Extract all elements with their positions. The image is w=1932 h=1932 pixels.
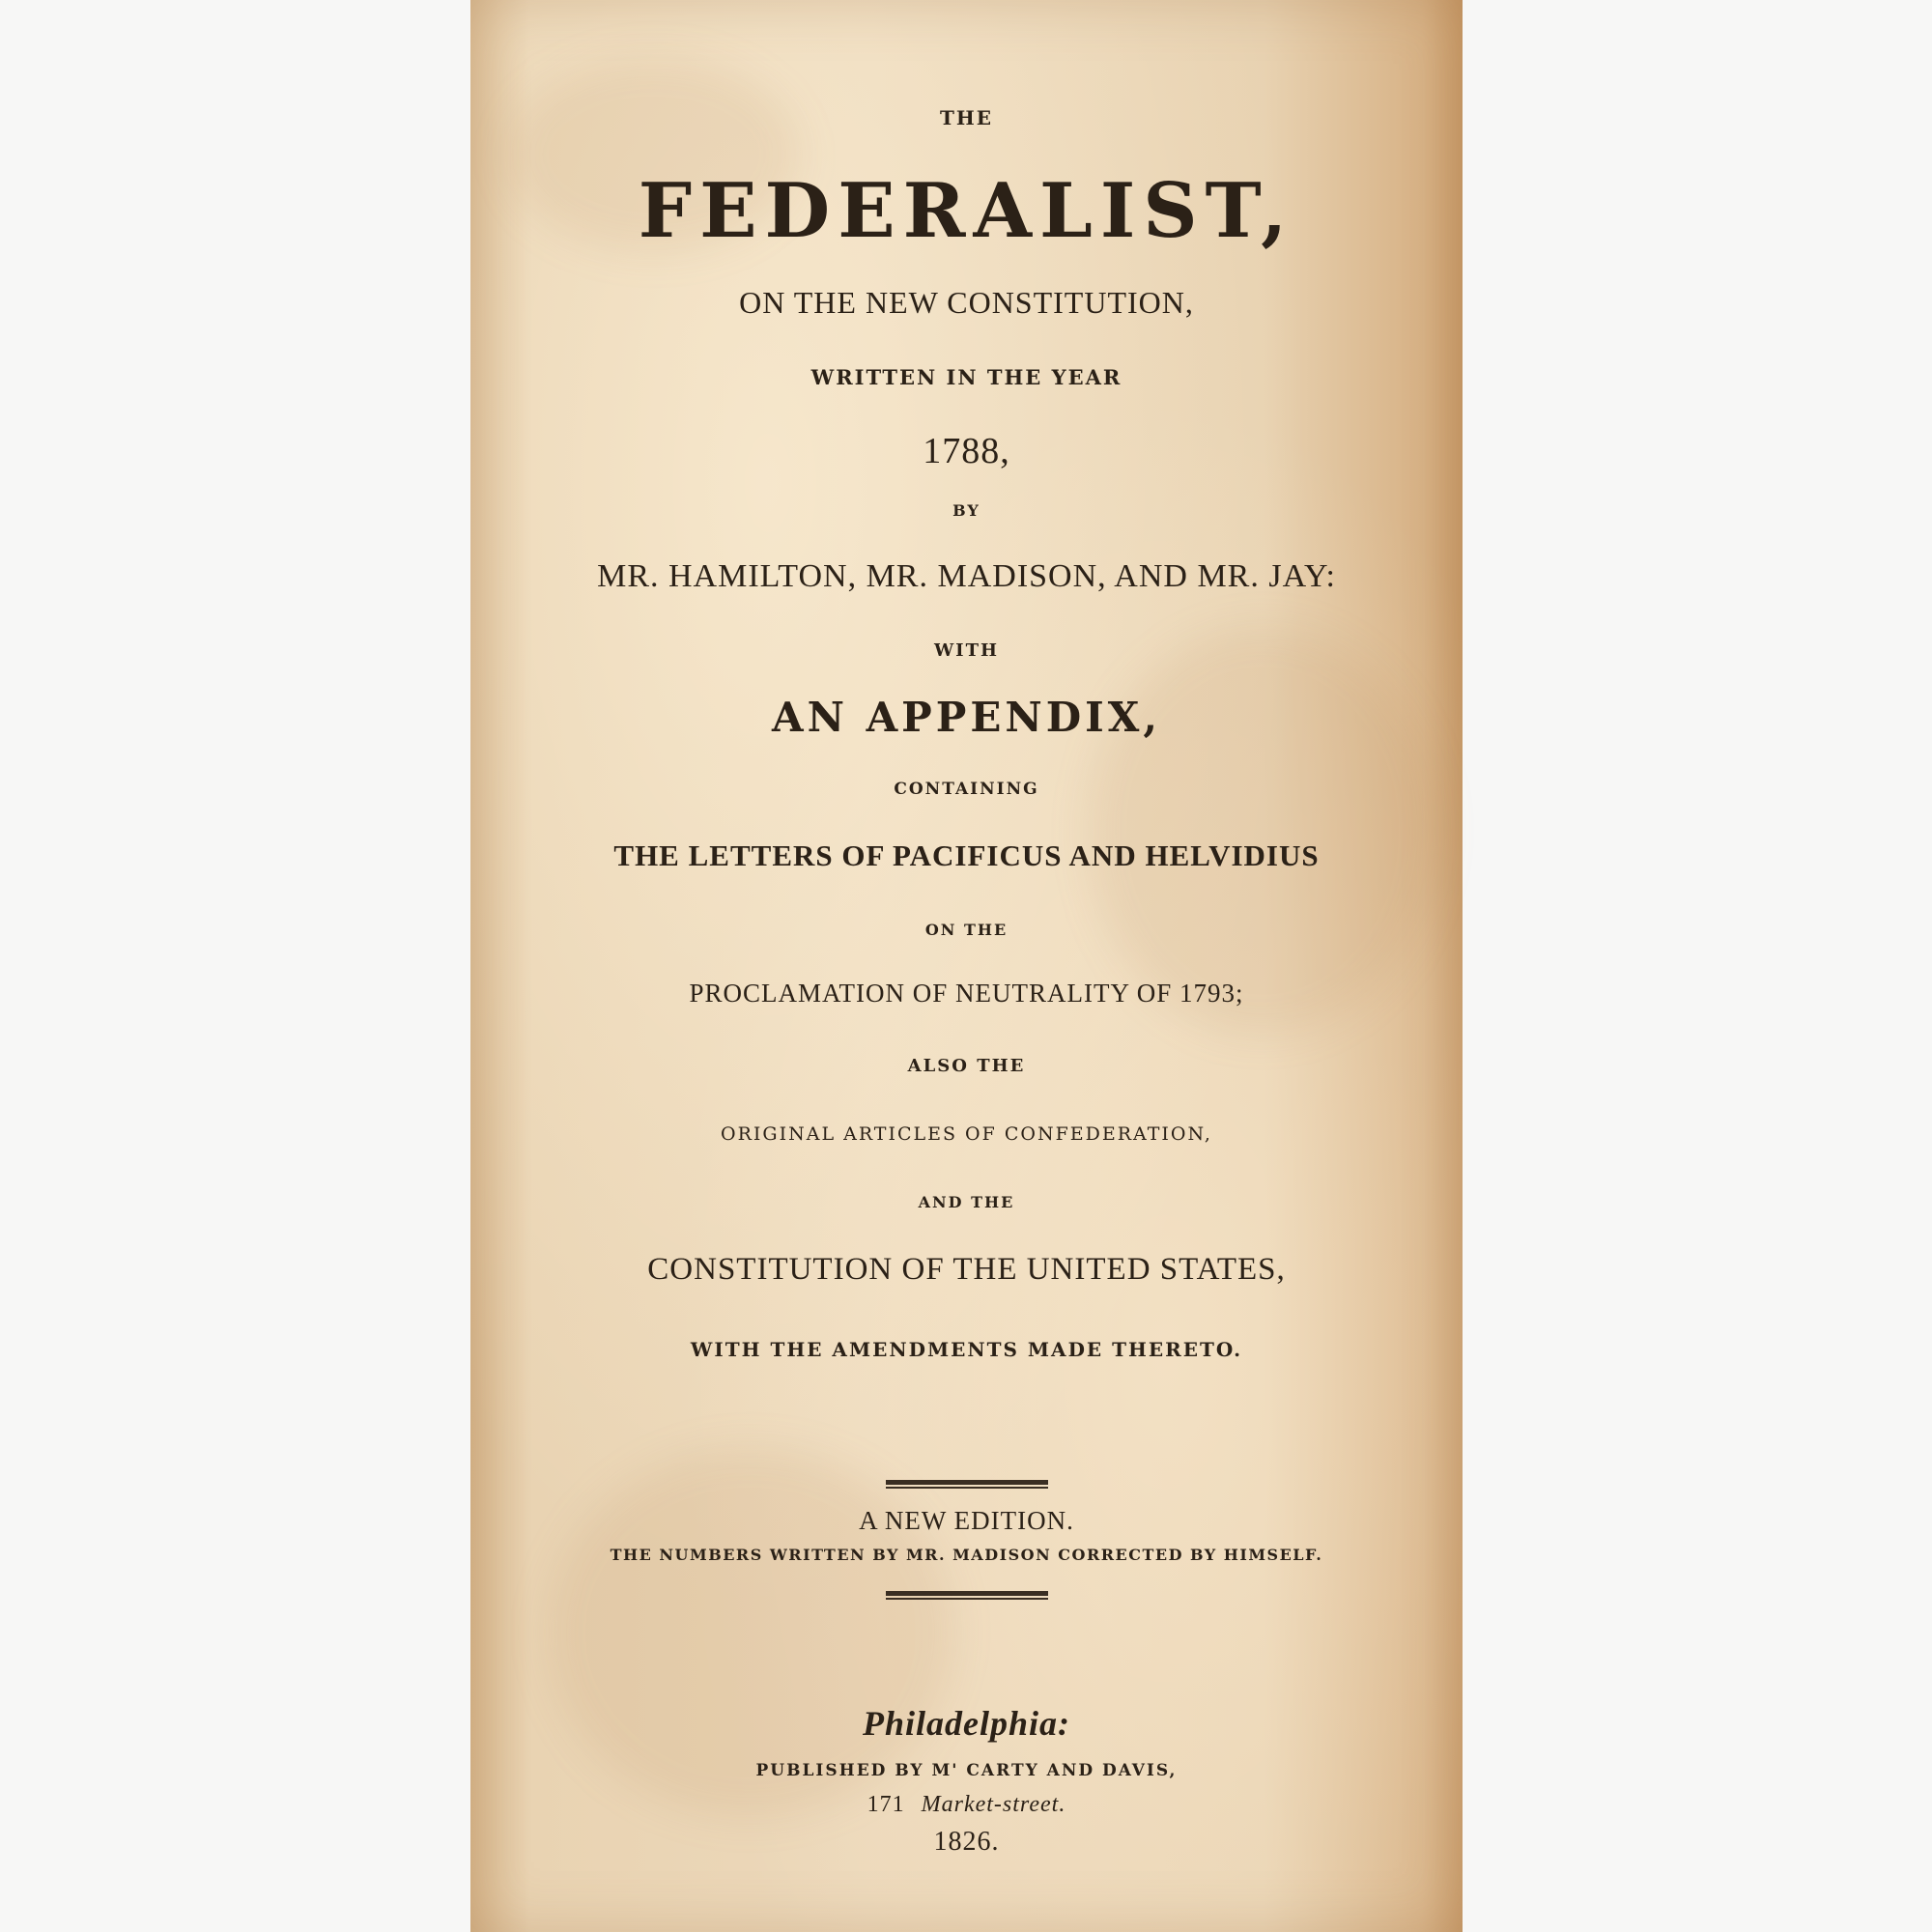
title-page	[470, 0, 1463, 1932]
containing-line: CONTAINING	[894, 780, 1039, 799]
numbers-note: THE NUMBERS WRITTEN BY MR. MADISON CORRECTED BY HIMSELF.	[610, 1546, 1323, 1564]
bottom-double-rule	[886, 1591, 1048, 1600]
amendments-line: WITH THE AMENDMENTS MADE THERETO.	[690, 1338, 1243, 1361]
year-line: 1788,	[923, 431, 1010, 471]
articles-line: ORIGINAL ARTICLES OF CONFEDERATION,	[721, 1123, 1212, 1145]
authors-line: MR. HAMILTON, MR. MADISON, AND MR. JAY:	[597, 558, 1336, 594]
constitution-line: CONSTITUTION OF THE UNITED STATES,	[647, 1252, 1286, 1287]
address-number: 171	[867, 1792, 905, 1817]
publication-year: 1826.	[933, 1827, 1000, 1857]
city-line: Philadelphia:	[862, 1704, 1070, 1743]
paper-stain	[1089, 628, 1436, 1034]
letters-line: THE LETTERS OF PACIFICUS AND HELVIDIUS	[613, 838, 1320, 872]
written-line: WRITTEN IN THE YEAR	[810, 365, 1122, 389]
appendix-heading: AN APPENDIX,	[771, 694, 1162, 741]
with-line: WITH	[933, 640, 1000, 661]
top-double-rule	[886, 1480, 1048, 1489]
also-the-line: ALSO THE	[907, 1056, 1026, 1076]
and-the-line: AND THE	[918, 1193, 1015, 1211]
address-line	[470, 1793, 1463, 1816]
book-subtitle: ON THE NEW CONSTITUTION,	[739, 285, 1194, 320]
publisher-line: PUBLISHED BY M' CARTY AND DAVIS,	[755, 1761, 1178, 1780]
by-line: BY	[952, 501, 980, 520]
address-street: Market-street.	[921, 1792, 1066, 1817]
on-the-line: ON THE	[924, 921, 1009, 939]
edition-line: A NEW EDITION.	[859, 1506, 1074, 1535]
proclamation-line: PROCLAMATION OF NEUTRALITY OF 1793;	[689, 979, 1244, 1008]
book-title: FEDERALIST,	[638, 167, 1295, 255]
title-article: THE	[939, 106, 994, 129]
